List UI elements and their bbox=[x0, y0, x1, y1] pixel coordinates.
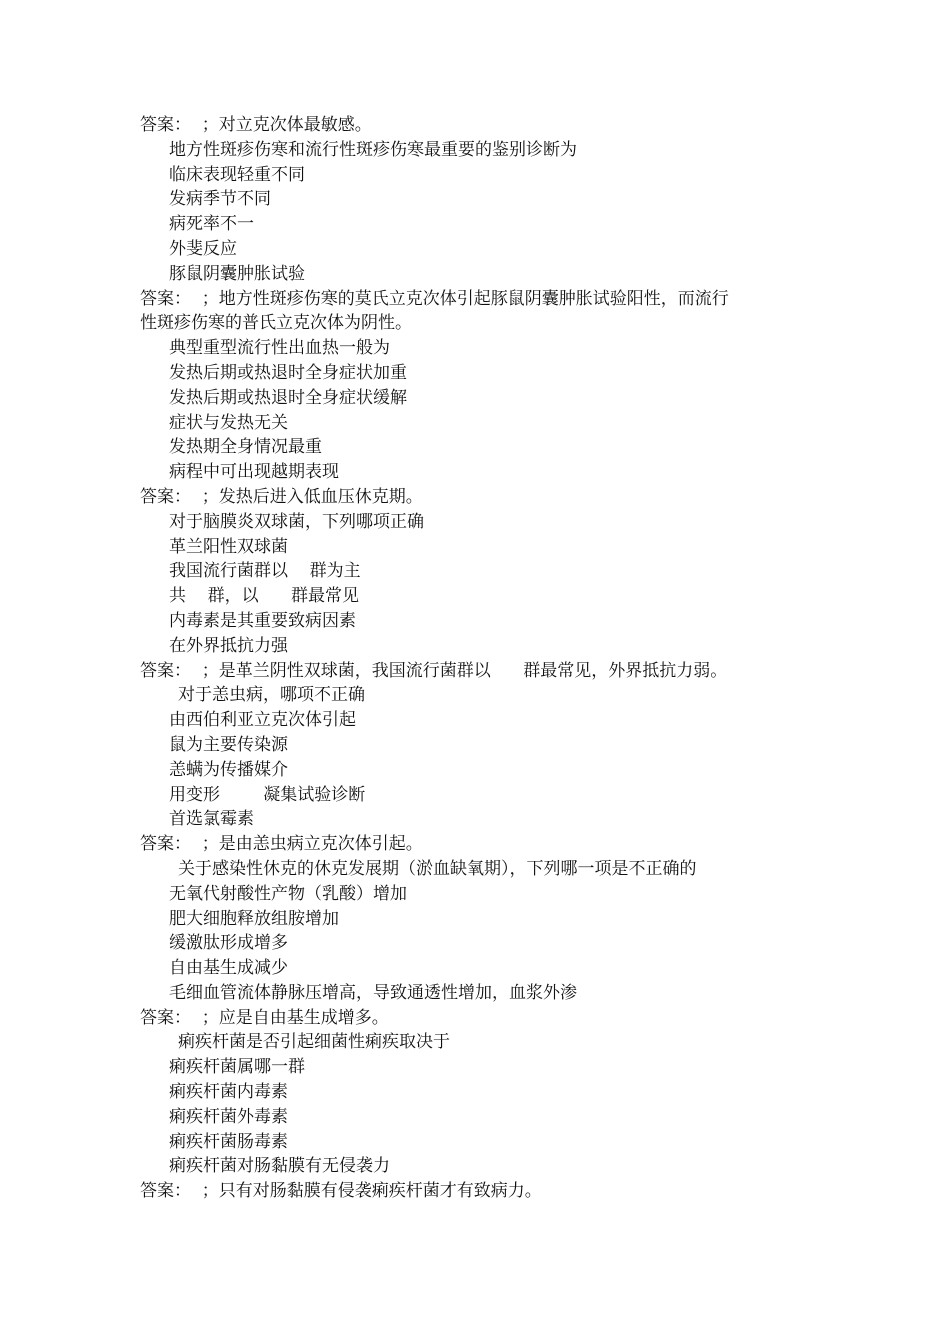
option-line: 痢疾杆菌内毒素 bbox=[169, 1082, 288, 1103]
option-line: 肥大细胞释放组胺增加 bbox=[169, 908, 339, 929]
option-line: 首选氯霉素 bbox=[169, 809, 254, 830]
question-line: 地方性斑疹伤寒和流行性斑疹伤寒最重要的鉴别诊断为 bbox=[169, 139, 577, 160]
option-line: 恙螨为传播媒介 bbox=[169, 759, 288, 780]
option-line: 痢疾杆菌属哪一群 bbox=[169, 1057, 305, 1078]
option-line: 痢疾杆菌对肠黏膜有无侵袭力 bbox=[169, 1156, 390, 1177]
question-line: 痢疾杆菌是否引起细菌性痢疾取决于 bbox=[178, 1032, 450, 1053]
answer-line: 性斑疹伤寒的普氏立克次体为阴性。 bbox=[140, 313, 412, 334]
option-line: 鼠为主要传染源 bbox=[169, 734, 288, 755]
option-line: 无氧代射酸性产物（乳酸）增加 bbox=[169, 883, 407, 904]
option-line: 我国流行菌群以 群为主 bbox=[169, 561, 361, 582]
answer-line: 答案： ；是由恙虫病立克次体引起。 bbox=[140, 834, 423, 855]
option-line: 症状与发热无关 bbox=[169, 412, 288, 433]
answer-line: 答案： ；应是自由基生成增多。 bbox=[140, 1007, 389, 1028]
option-line: 病死率不一 bbox=[169, 214, 254, 235]
question-line: 对于脑膜炎双球菌，下列哪项正确 bbox=[169, 511, 424, 532]
option-line: 在外界抵抗力强 bbox=[169, 635, 288, 656]
option-line: 革兰阳性双球菌 bbox=[169, 536, 288, 557]
option-line: 发热后期或热退时全身症状加重 bbox=[169, 362, 407, 383]
option-line: 毛细血管流体静脉压增高，导致通透性增加，血浆外渗 bbox=[169, 982, 577, 1003]
option-line: 痢疾杆菌肠毒素 bbox=[169, 1131, 288, 1152]
option-line: 共 群，以 群最常见 bbox=[169, 586, 360, 607]
question-line: 关于感染性休克的休克发展期（淤血缺氧期），下列哪一项是不正确的 bbox=[178, 858, 697, 879]
answer-line: 答案： ；地方性斑疹伤寒的莫氏立克次体引起豚鼠阴囊肿胀试验阳性，而流行 bbox=[140, 288, 729, 309]
question-line: 典型重型流行性出血热一般为 bbox=[169, 338, 390, 359]
question-line: 对于恙虫病，哪项不正确 bbox=[178, 685, 365, 706]
answer-line: 答案： ；是革兰阴性双球菌，我国流行菌群以 群最常见，外界抵抗力弱。 bbox=[140, 660, 728, 681]
option-line: 发热后期或热退时全身症状缓解 bbox=[169, 387, 407, 408]
option-line: 发热期全身情况最重 bbox=[169, 437, 322, 458]
answer-line: 答案： ；对立克次体最敏感。 bbox=[140, 115, 372, 135]
answer-line: 答案： ；发热后进入低血压休克期。 bbox=[140, 486, 423, 507]
option-line: 用变形 凝集试验诊断 bbox=[169, 784, 366, 805]
option-line: 缓激肽形成增多 bbox=[169, 933, 288, 954]
option-line: 发病季节不同 bbox=[169, 189, 271, 210]
option-line: 痢疾杆菌外毒素 bbox=[169, 1106, 288, 1127]
document-body bbox=[0, 113, 950, 1204]
option-line: 外斐反应 bbox=[169, 238, 237, 259]
option-line: 由西伯利亚立克次体引起 bbox=[169, 710, 356, 731]
answer-line: 答案： ；只有对肠黏膜有侵袭痢疾杆菌才有致病力。 bbox=[140, 1181, 542, 1202]
option-line: 内毒素是其重要致病因素 bbox=[169, 610, 356, 631]
option-line: 豚鼠阴囊肿胀试验 bbox=[169, 263, 305, 284]
option-line: 临床表现轻重不同 bbox=[169, 164, 305, 185]
option-line: 病程中可出现越期表现 bbox=[169, 462, 339, 483]
option-line: 自由基生成减少 bbox=[169, 958, 288, 979]
